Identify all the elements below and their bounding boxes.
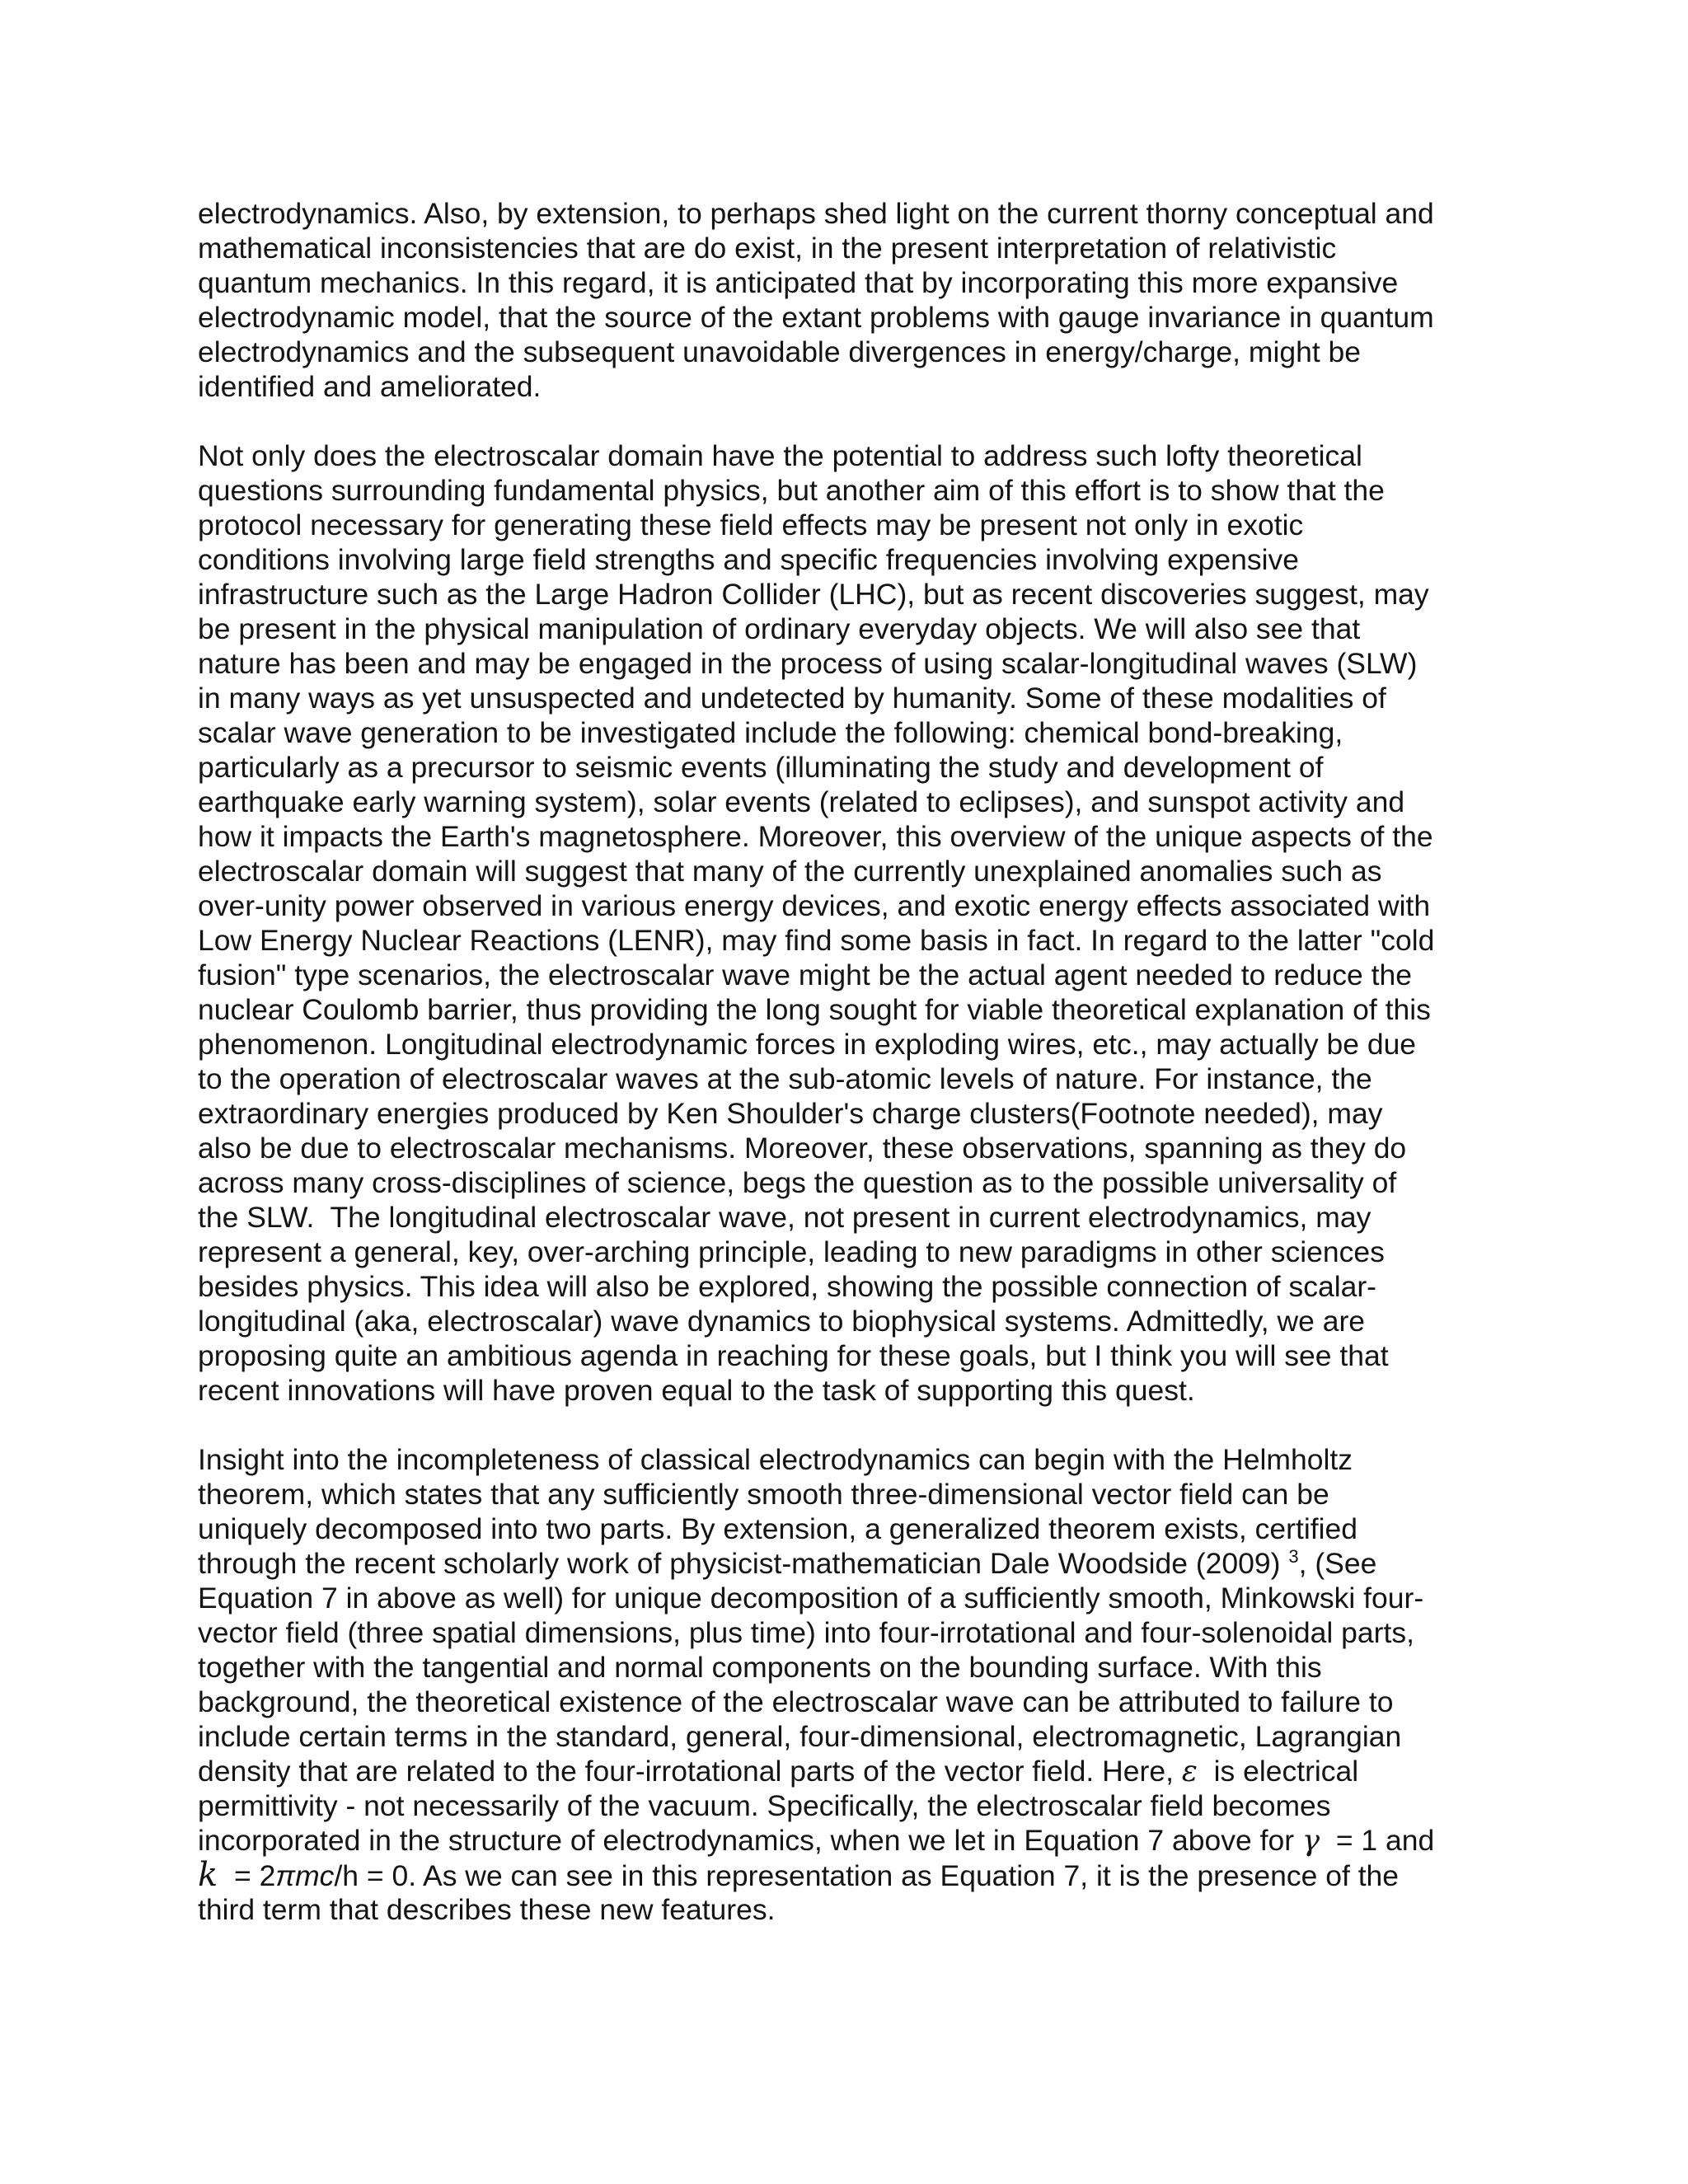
text-line: density that are related to the four-irrotational parts of the vector field. Here, ε is electrical <box>198 1755 1359 1788</box>
text-line: also be due to electroscalar mechanisms. Moreover, these observations, spanning as they do <box>198 1132 1407 1165</box>
text-line: over-unity power observed in various energy devices, and exotic energy effects associated with <box>198 889 1431 922</box>
paragraph-gap <box>198 1408 1512 1442</box>
text-line: Insight into the incompleteness of classical electrodynamics can begin with the Helmholtz <box>198 1443 1353 1476</box>
text-line: permittivity - not necessarily of the vacuum. Specifically, the electroscalar field becomes <box>198 1789 1331 1822</box>
text-line: across many cross-disciplines of science, begs the question as to the possible universality of <box>198 1166 1397 1199</box>
text-line: be present in the physical manipulation of ordinary everyday objects. We will also see that <box>198 612 1361 645</box>
paragraph-2 <box>198 438 1512 1408</box>
text-line: together with the tangential and normal components on the bounding surface. With this <box>198 1651 1322 1684</box>
text-line: electroscalar domain will suggest that many of the currently unexplained anomalies such as <box>198 855 1382 888</box>
text-line: the SLW. The longitudinal electroscalar wave, not present in current electrodynamics, may <box>198 1201 1372 1234</box>
text-line: quantum mechanics. In this regard, it is anticipated that by incorporating this more expansive <box>198 266 1399 299</box>
text-line: vector field (three spatial dimensions, plus time) into four-irrotational and four-solenoidal parts, <box>198 1616 1414 1649</box>
text-line: background, the theoretical existence of the electroscalar wave can be attributed to failure to <box>198 1685 1394 1718</box>
text-line: Not only does the electroscalar domain have the potential to address such lofty theoretical <box>198 439 1362 472</box>
body-text <box>198 196 1512 1927</box>
text-line: proposing quite an ambitious agenda in reaching for these goals, but I think you will see that <box>198 1339 1389 1372</box>
text-line: phenomenon. Longitudinal electrodynamic forces in exploding wires, etc., may actually be due <box>198 1028 1417 1061</box>
paragraph-gap <box>198 404 1512 438</box>
text-line: how it impacts the Earth's magnetosphere. Moreover, this overview of the unique aspects of the <box>198 820 1433 853</box>
text-line: electrodynamics. Also, by extension, to perhaps shed light on the current thorny conceptual and <box>198 197 1434 230</box>
epsilon-symbol: ε <box>1181 1755 1198 1788</box>
paragraph-1 <box>198 196 1512 404</box>
text-line: include certain terms in the standard, general, four-dimensional, electromagnetic, Lagrangian <box>198 1720 1402 1753</box>
text-line: through the recent scholarly work of physicist-mathematician Dale Woodside (2009) $^3$, (See <box>198 1546 1377 1580</box>
text-line: earthquake early warning system), solar events (related to eclipses), and sunspot activity and <box>198 785 1405 818</box>
text-line: longitudinal (aka, electroscalar) wave dynamics to biophysical systems. Admittedly, we are <box>198 1305 1366 1338</box>
text-line: Low Energy Nuclear Reactions (LENR), may find some basis in fact. In regard to the latter "cold <box>198 924 1435 957</box>
text-line: to the operation of electroscalar waves at the sub-atomic levels of nature. For instance, the <box>198 1062 1372 1095</box>
text-line: Equation 7 in above as well) for unique decomposition of a sufficiently smooth, Minkowski four- <box>198 1582 1424 1615</box>
text-line: in many ways as yet unsuspected and undetected by humanity. Some of these modalities of <box>198 682 1386 715</box>
gamma-symbol: γ <box>1301 1824 1320 1858</box>
text-line: besides physics. This idea will also be explored, showing the possible connection of scalar- <box>198 1270 1376 1303</box>
text-line: questions surrounding fundamental physics, but another aim of this effort is to show that the <box>198 474 1385 507</box>
text-line: scalar wave generation to be investigated include the following: chemical bond-breaking, <box>198 716 1343 749</box>
text-line: fusion" type scenarios, the electroscalar wave might be the actual agent needed to reduce the <box>198 958 1412 991</box>
text-line: infrastructure such as the Large Hadron Collider (LHC), but as recent discoveries suggest, may <box>198 578 1429 611</box>
text-line: k = 2πmc/h = 0. As we can see in this representation as Equation 7, it is the presence of the <box>198 1856 1400 1894</box>
k-symbol: k <box>198 1856 218 1894</box>
text-line: particularly as a precursor to seismic events (illuminating the study and development of <box>198 751 1324 784</box>
text-line: mathematical inconsistencies that are do exist, in the present interpretation of relativistic <box>198 232 1337 265</box>
text-line: conditions involving large field strengths and specific frequencies involving expensive <box>198 543 1299 576</box>
text-line: extraordinary energies produced by Ken Shoulder's charge clusters(Footnote needed), may <box>198 1097 1383 1130</box>
text-line: recent innovations will have proven equal to the task of supporting this quest. <box>198 1374 1195 1407</box>
text-line: uniquely decomposed into two parts. By extension, a generalized theorem exists, certified <box>198 1512 1357 1545</box>
text-line: incorporated in the structure of electrodynamics, when we let in Equation 7 above for γ = 1 and <box>198 1824 1435 1858</box>
text-line: represent a general, key, over-arching principle, leading to new paradigms in other sciences <box>198 1235 1385 1268</box>
text-line: nature has been and may be engaged in the process of using scalar-longitudinal waves (SLW) <box>198 647 1418 680</box>
text-line: protocol necessary for generating these field effects may be present not only in exotic <box>198 509 1304 541</box>
text-line: electrodynamic model, that the source of the extant problems with gauge invariance in quantum <box>198 301 1434 334</box>
text-line: electrodynamics and the subsequent unavoidable divergences in energy/charge, might be <box>198 335 1362 368</box>
text-line: theorem, which states that any sufficiently smooth three-dimensional vector field can be <box>198 1478 1329 1511</box>
text-line: third term that describes these new features. <box>198 1893 776 1926</box>
text-line: nuclear Coulomb barrier, thus providing the long sought for viable theoretical explanation of this <box>198 993 1431 1026</box>
paragraph-3 <box>198 1442 1512 1927</box>
text-line: identified and ameliorated. <box>198 370 542 403</box>
footnote-reference[interactable]: 3 <box>1288 1546 1299 1568</box>
